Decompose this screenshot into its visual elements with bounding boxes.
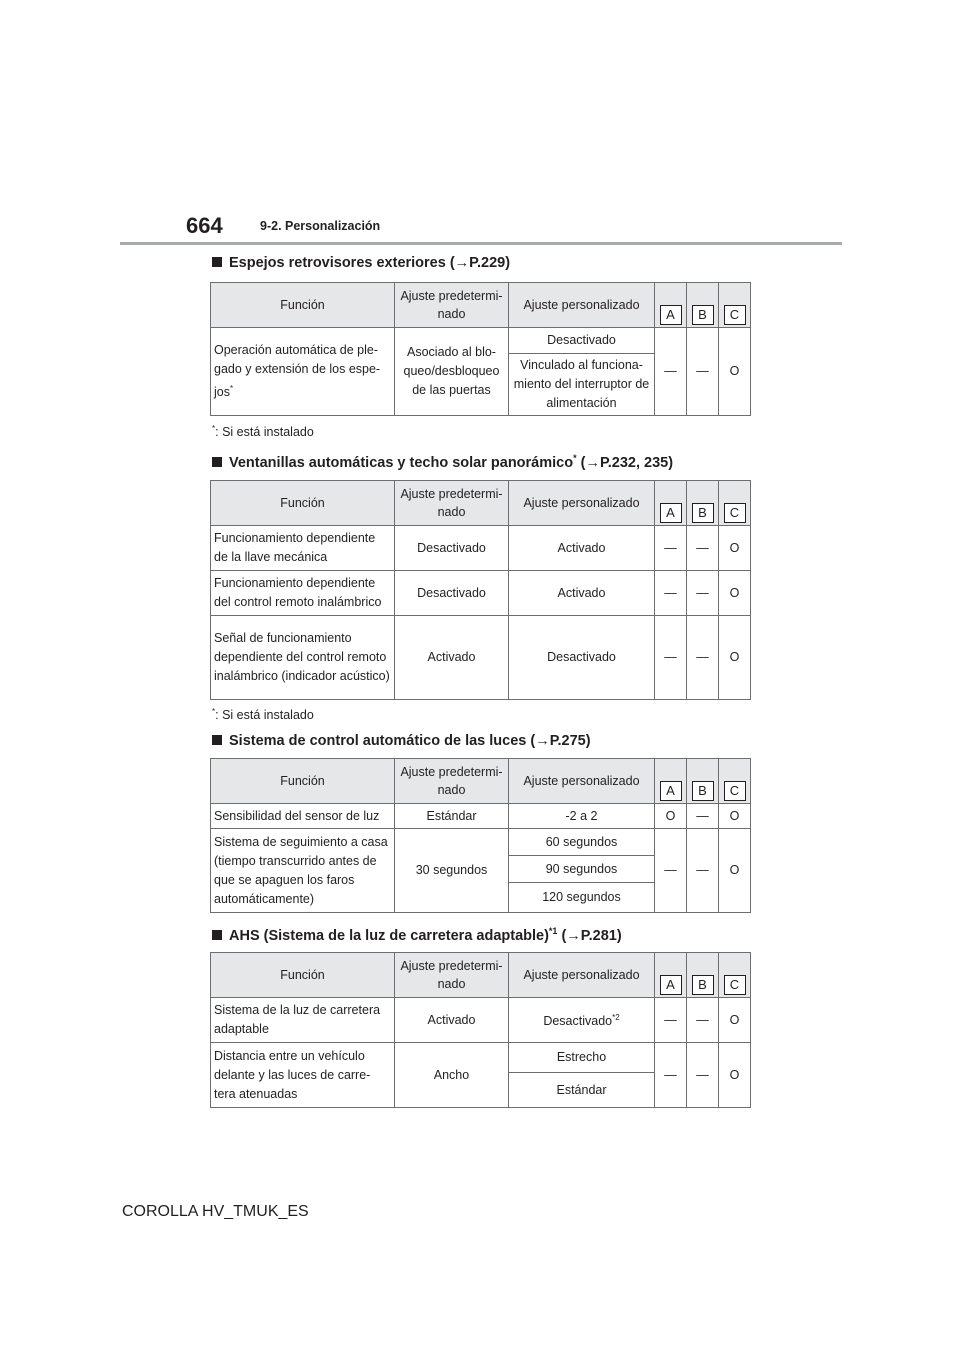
table-cell-default: Activado	[395, 998, 509, 1043]
lights-table	[210, 758, 751, 913]
table-cell-c: O	[719, 998, 751, 1043]
table-cell-option: Desactivado	[509, 328, 655, 354]
table-cell-c: O	[719, 804, 751, 829]
table-cell-function: Señal de funcionamiento dependiente del control remoto inalámbrico (indicador acústico)	[211, 616, 395, 700]
col-personalizado: Ajuste personalizado	[509, 953, 655, 998]
col-b: B	[692, 781, 714, 801]
arrow-icon: →	[454, 255, 470, 271]
table-cell-b: —	[687, 829, 719, 913]
header-rule	[120, 242, 842, 245]
table-cell-function: Funcionamiento dependiente del control remoto inalámbrico	[211, 571, 395, 616]
section-title-ahs: AHS (Sistema de la luz de carretera adaptable)$^{*1}$ (→P.281)	[212, 926, 622, 944]
section-title-mirrors: Espejos retrovisores exteriores (→P.229)	[212, 255, 510, 271]
table-cell-b: —	[687, 616, 719, 700]
table-cell-option: Vinculado al funciona-miento del interruptor de alimentación	[509, 354, 655, 416]
table-cell-option: 90 segundos	[509, 856, 655, 883]
table-cell-option: Estrecho	[509, 1043, 655, 1073]
table-cell-default: Ancho	[395, 1043, 509, 1108]
table-cell-custom: Activado	[509, 571, 655, 616]
table-row	[211, 998, 751, 1043]
col-predeterminado: Ajuste predetermi-nado	[395, 283, 509, 328]
arrow-icon: →	[566, 927, 581, 944]
table-cell-function: Sistema de seguimiento a casa (tiempo transcurrido antes de que se apaguen los faros automáticamente)	[211, 829, 395, 913]
table-cell-default: Asociado al blo-queo/desbloqueo de las puertas	[395, 328, 509, 416]
footnote: *: Si está instalado	[212, 707, 314, 723]
col-personalizado: Ajuste personalizado	[509, 283, 655, 328]
col-personalizado: Ajuste personalizado	[509, 481, 655, 526]
table-row	[211, 616, 751, 700]
col-b: B	[692, 975, 714, 995]
col-personalizado: Ajuste personalizado	[509, 759, 655, 804]
col-predeterminado: Ajuste predetermi-nado	[395, 481, 509, 526]
table-cell-a: —	[655, 616, 687, 700]
col-c: C	[724, 305, 746, 325]
col-predeterminado: Ajuste predetermi-nado	[395, 759, 509, 804]
windows-table	[210, 480, 751, 700]
table-cell-default: Activado	[395, 616, 509, 700]
table-cell-c: O	[719, 571, 751, 616]
arrow-icon: →	[585, 454, 600, 471]
col-funcion: Función	[211, 759, 395, 804]
col-a: A	[660, 781, 682, 801]
table-row	[211, 804, 751, 829]
col-a: A	[660, 305, 682, 325]
col-funcion: Función	[211, 481, 395, 526]
table-cell-c: O	[719, 526, 751, 571]
section-title-lights: Sistema de control automático de las luces (→P.275)	[212, 733, 591, 749]
table-cell-c: O	[719, 328, 751, 416]
mirrors-table	[210, 282, 751, 416]
table-cell-option: 60 segundos	[509, 829, 655, 856]
bullet-icon	[212, 257, 222, 267]
table-cell-a: O	[655, 804, 687, 829]
footnote: *: Si está instalado	[212, 424, 314, 440]
table-cell-custom: -2 a 2	[509, 804, 655, 829]
table-cell-option: 120 segundos	[509, 883, 655, 913]
page-number: 664	[186, 213, 223, 238]
col-c: C	[724, 975, 746, 995]
col-b: B	[692, 503, 714, 523]
table-cell-a: —	[655, 328, 687, 416]
table-cell-a: —	[655, 1043, 687, 1108]
col-a: A	[660, 503, 682, 523]
table-cell-function: Sistema de la luz de carretera adaptable	[211, 998, 395, 1043]
col-b: B	[692, 305, 714, 325]
table-cell-a: —	[655, 998, 687, 1043]
bullet-icon	[212, 457, 222, 467]
col-c: C	[724, 503, 746, 523]
table-cell-custom: Desactivado$^{*2}$	[509, 998, 655, 1043]
col-funcion: Función	[211, 283, 395, 328]
table-row	[211, 571, 751, 616]
table-cell-function: Distancia entre un vehículo delante y las luces de carre-tera atenuadas	[211, 1043, 395, 1108]
table-cell-default: Desactivado	[395, 571, 509, 616]
table-cell-custom: Activado	[509, 526, 655, 571]
table-cell-c: O	[719, 1043, 751, 1108]
table-cell-b: —	[687, 526, 719, 571]
table-cell-a: —	[655, 571, 687, 616]
table-cell-a: —	[655, 526, 687, 571]
section-title-windows: Ventanillas automáticas y techo solar panorámico* (→P.232, 235)	[212, 453, 673, 471]
arrow-icon: →	[535, 733, 550, 749]
col-c: C	[724, 781, 746, 801]
ahs-table	[210, 952, 751, 1108]
table-cell-function: Sensibilidad del sensor de luz	[211, 804, 395, 829]
table-cell-a: —	[655, 829, 687, 913]
footer-text: COROLLA HV_TMUK_ES	[122, 1203, 309, 1220]
table-cell-function: Funcionamiento dependiente de la llave mecánica	[211, 526, 395, 571]
table-cell-default: 30 segundos	[395, 829, 509, 913]
col-predeterminado: Ajuste predetermi-nado	[395, 953, 509, 998]
table-cell-custom: Desactivado	[509, 616, 655, 700]
col-a: A	[660, 975, 682, 995]
chapter-title: 9-2. Personalización	[260, 219, 381, 233]
table-cell-default: Estándar	[395, 804, 509, 829]
table-row	[211, 526, 751, 571]
table-cell-b: —	[687, 804, 719, 829]
table-cell-option: Estándar	[509, 1073, 655, 1108]
table-cell-b: —	[687, 571, 719, 616]
table-cell-function: Operación automática de ple-gado y extensión de los espe-jos*	[211, 328, 395, 416]
bullet-icon	[212, 735, 222, 745]
table-cell-c: O	[719, 829, 751, 913]
col-funcion: Función	[211, 953, 395, 998]
table-cell-b: —	[687, 328, 719, 416]
table-cell-b: —	[687, 1043, 719, 1108]
table-cell-b: —	[687, 998, 719, 1043]
table-cell-default: Desactivado	[395, 526, 509, 571]
bullet-icon	[212, 930, 222, 940]
table-cell-c: O	[719, 616, 751, 700]
